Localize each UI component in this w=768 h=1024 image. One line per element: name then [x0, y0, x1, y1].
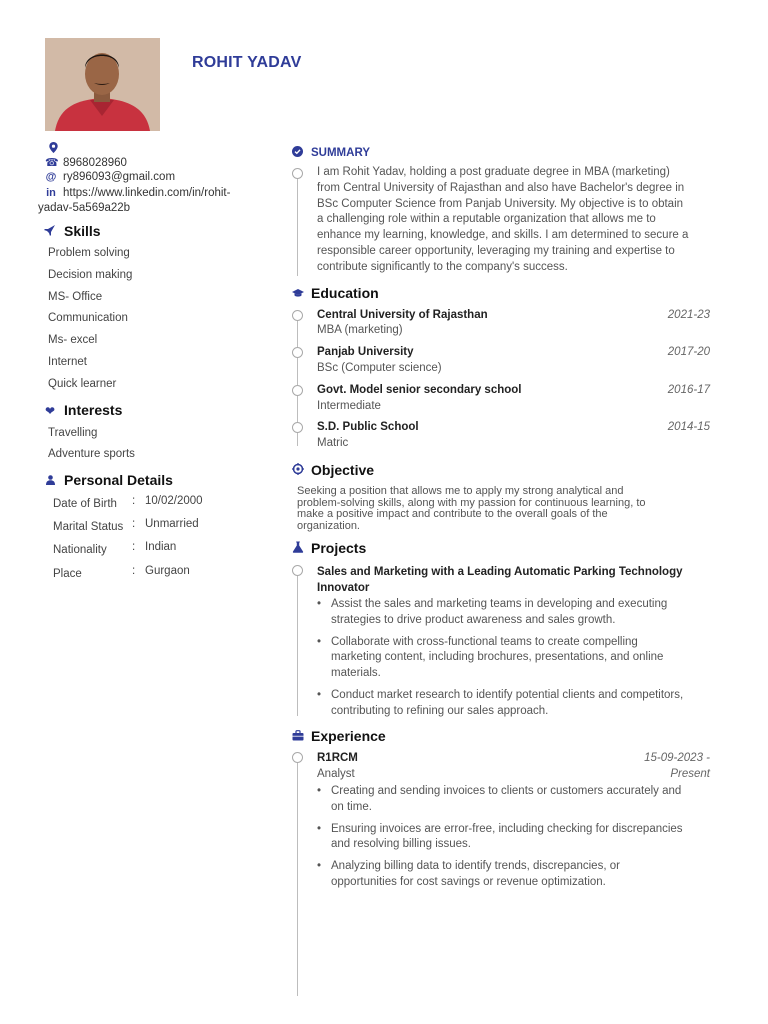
marital-status-label: Marital Status	[53, 521, 124, 533]
dob-colon: :	[132, 495, 136, 507]
bullet-line: on time.	[331, 800, 372, 813]
nationality-label: Nationality	[53, 544, 107, 556]
summary-line: BSc Computer Science from Panjab University. My objective is to obtain	[317, 197, 684, 210]
education-years: 2017-20	[667, 346, 710, 358]
location-row	[47, 142, 65, 156]
check-circle-icon	[292, 146, 304, 159]
experience-bullets	[317, 784, 717, 891]
bullet-line: • Collaborate with cross-functional teams to create compelling	[331, 635, 638, 648]
phone-number[interactable]: 8968028960	[63, 157, 127, 169]
flask-icon	[291, 541, 305, 556]
dob-label: Date of Birth	[53, 498, 117, 510]
summary-line: from Central University of Rajasthan and also have Bachelor's degree in	[317, 181, 685, 194]
timeline-dot	[292, 385, 303, 396]
bullet-line: opportunities for cost savings or revenue optimization.	[331, 875, 606, 888]
dob-value: 10/02/2000	[145, 495, 203, 507]
experience-heading	[291, 728, 386, 744]
candidate-name: ROHIT YADAV	[192, 54, 302, 71]
skill-item: Quick learner	[48, 378, 117, 390]
profile-photo	[45, 38, 160, 131]
objective-line: problem-solving skills, along with my passion for continuous learning, to	[297, 496, 646, 509]
projects-heading-text: Projects	[311, 540, 367, 556]
bullet-line: materials.	[331, 667, 381, 680]
project-bullets	[317, 597, 717, 720]
project-bullet	[317, 688, 717, 720]
skill-item: Problem solving	[48, 247, 130, 259]
summary-line: enhance my learning, knowledge, and skills. I am determined to secure a	[317, 229, 689, 242]
bullet-line: • Assist the sales and marketing teams in developing and executing	[331, 598, 668, 610]
project-bullet	[317, 635, 717, 682]
project-bullet	[317, 597, 717, 629]
bullet-line: • Analyzing billing data to identify trends, discrepancies, or	[331, 860, 620, 873]
skill-item: Internet	[48, 356, 87, 368]
education-school: Central University of Rajasthan	[317, 309, 488, 321]
interests-heading	[42, 402, 122, 418]
summary-heading-text: SUMMARY	[311, 147, 370, 159]
objective-heading	[291, 462, 374, 478]
marital-status-colon: :	[132, 518, 136, 530]
timeline-dot	[292, 752, 303, 763]
education-school: Govt. Model senior secondary school	[317, 384, 522, 396]
summary-heading	[292, 146, 370, 159]
interest-item: Adventure sports	[48, 448, 135, 460]
education-degree: BSc (Computer science)	[317, 362, 442, 374]
education-degree: Intermediate	[317, 400, 381, 412]
summary-paragraph	[317, 165, 717, 276]
skill-item: Communication	[48, 312, 128, 324]
rocket-icon	[42, 224, 58, 239]
location-pin-icon	[47, 142, 59, 156]
nationality-value: Indian	[145, 541, 177, 553]
education-heading-text: Education	[311, 285, 379, 301]
objective-line: Seeking a position that allows me to apply my strong analytical and	[297, 485, 624, 497]
experience-bullet	[317, 784, 717, 816]
summary-line: a challenging role within a reputable organization that allows me to	[317, 213, 656, 226]
experience-role: Analyst	[317, 768, 355, 780]
timeline-dot	[292, 168, 303, 179]
skills-heading	[42, 223, 101, 239]
email-row	[45, 171, 175, 183]
project-title	[317, 564, 683, 596]
phone-row	[45, 156, 127, 169]
place-label: Place	[53, 568, 82, 580]
place-value: Gurgaon	[145, 565, 190, 577]
skill-item: Decision making	[48, 269, 133, 281]
nationality-colon: :	[132, 541, 136, 553]
skill-item: MS- Office	[48, 291, 103, 303]
project-title-line: Innovator	[317, 582, 370, 594]
at-sign-icon: @	[45, 171, 57, 183]
bullet-line: • Conduct market research to identify potential clients and competitors,	[331, 688, 684, 701]
place-colon: :	[132, 565, 136, 577]
personal-details-heading-text: Personal Details	[64, 472, 173, 488]
experience-bullet	[317, 859, 717, 891]
graduation-cap-icon	[291, 288, 305, 301]
summary-timeline-line	[297, 174, 298, 276]
objective-line: organization.	[297, 519, 360, 532]
timeline-dot	[292, 347, 303, 358]
objective-paragraph	[297, 486, 717, 532]
bullet-line: contributing to refining our sales approach.	[331, 704, 549, 717]
linkedin-url-line1[interactable]: https://www.linkedin.com/in/rohit-	[63, 187, 231, 199]
summary-line: responsible career opportunity, leveraging my training and expertise to	[317, 244, 675, 257]
linkedin-url-line2[interactable]: yadav-5a569a22b	[38, 202, 131, 214]
education-heading	[291, 285, 379, 301]
education-years: 2021-23	[667, 309, 710, 321]
projects-heading	[291, 540, 366, 556]
skills-heading-text: Skills	[64, 223, 101, 239]
person-icon	[42, 474, 58, 488]
profile-photo-image	[45, 38, 160, 131]
timeline-dot	[292, 565, 303, 576]
personal-details-heading	[42, 472, 173, 488]
bullet-line: • Creating and sending invoices to clients or customers accurately and	[331, 785, 682, 797]
skill-item: Ms- excel	[48, 334, 98, 346]
experience-date-end: Present	[670, 768, 710, 780]
education-degree: MBA (marketing)	[317, 324, 403, 336]
projects-timeline-line	[297, 572, 298, 716]
experience-heading-text: Experience	[311, 728, 386, 744]
interest-item: Travelling	[48, 427, 98, 439]
experience-company: R1RCM	[317, 752, 358, 764]
bullet-line: and resolving billing issues.	[331, 838, 471, 851]
linkedin-icon: in	[46, 187, 56, 199]
target-icon	[291, 463, 305, 478]
linkedin-row	[45, 187, 230, 199]
objective-line: make a positive impact and contribute to the overall goals of the	[297, 508, 608, 520]
timeline-dot	[292, 422, 303, 433]
timeline-dot	[292, 310, 303, 321]
education-school: Panjab University	[317, 346, 414, 358]
phone-icon: ☎	[45, 157, 59, 169]
bullet-line: marketing content, including brochures, presentations, and online	[331, 651, 664, 664]
bullet-line: strategies to drive product awareness and sales growth.	[331, 613, 616, 626]
interests-heading-text: Interests	[64, 402, 123, 418]
experience-timeline-line	[297, 758, 298, 996]
heart-icon: ❤	[44, 404, 56, 418]
summary-line: contribute significantly to the company's success.	[317, 260, 568, 273]
education-degree: Matric	[317, 437, 349, 449]
education-school: S.D. Public School	[317, 421, 419, 433]
briefcase-icon	[291, 730, 305, 744]
bullet-line: • Ensuring invoices are error-free, including checking for discrepancies	[331, 822, 683, 835]
project-title-line: Sales and Marketing with a Leading Automatic Parking Technology	[317, 566, 683, 578]
summary-line: I am Rohit Yadav, holding a post graduate degree in MBA (marketing)	[317, 166, 670, 178]
email-address[interactable]: ry896093@gmail.com	[63, 171, 176, 183]
experience-date-start: 15-09-2023 -	[644, 752, 710, 764]
education-years: 2016-17	[667, 384, 710, 396]
objective-heading-text: Objective	[311, 462, 375, 478]
education-years: 2014-15	[667, 421, 710, 433]
marital-status-value: Unmarried	[145, 518, 199, 530]
experience-bullet	[317, 822, 717, 854]
